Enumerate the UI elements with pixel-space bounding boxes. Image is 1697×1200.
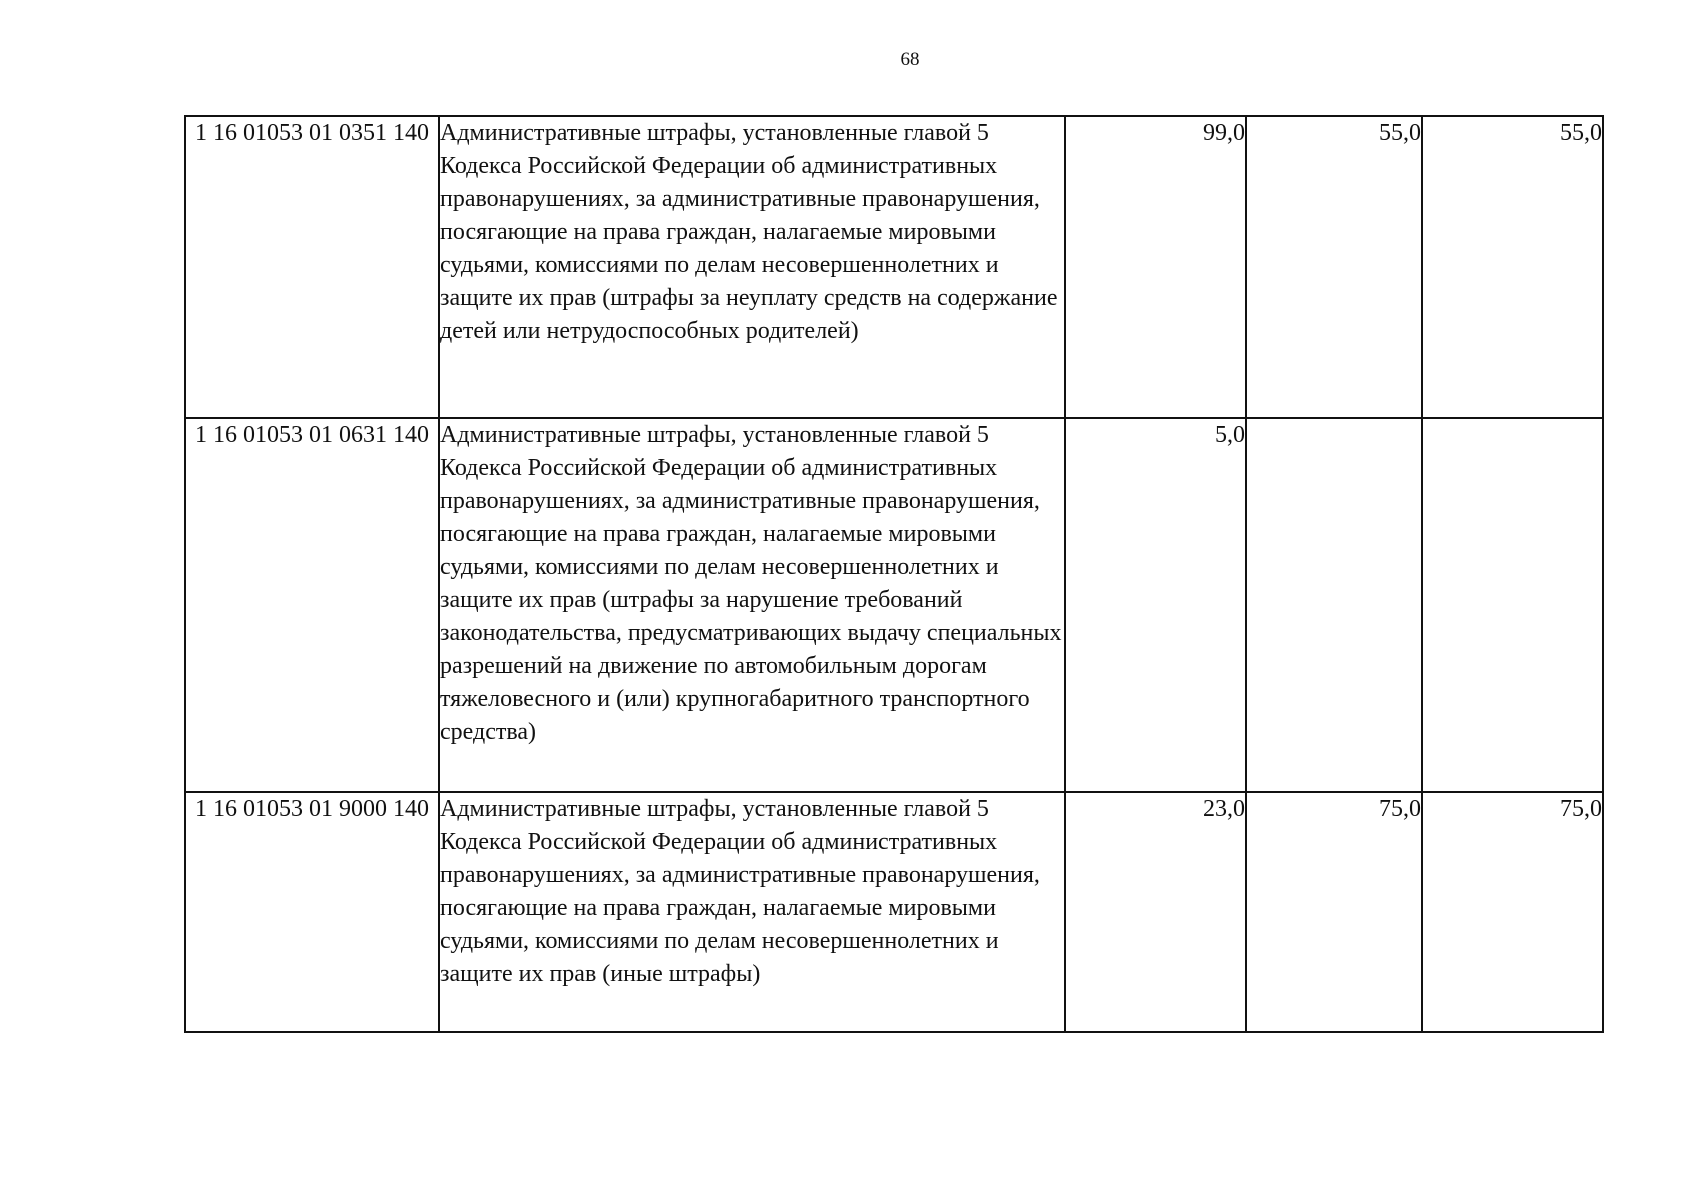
table-row [185, 792, 1603, 1032]
amount-column-1: 5,0 [1065, 418, 1246, 792]
budget-table [184, 115, 1604, 1033]
table-row [185, 418, 1603, 792]
amount-column-2 [1246, 418, 1422, 792]
income-description: Административные штрафы, установленные главой 5 Кодекса Российской Федерации об административных правонарушениях, за административные правонарушения, посягающие на права граждан, налагаемые мировыми судьями, комиссиями по делам несовершеннолетних и защите их прав (штрафы за неуплату средств на содержание детей или нетрудоспособных родителей) [439, 116, 1065, 418]
amount-column-2: 55,0 [1246, 116, 1422, 418]
amount-column-3: 75,0 [1422, 792, 1603, 1032]
amount-column-3 [1422, 418, 1603, 792]
amount-column-1: 23,0 [1065, 792, 1246, 1032]
amount-column-1: 99,0 [1065, 116, 1246, 418]
table-row [185, 116, 1603, 418]
budget-code: 1 16 01053 01 0631 140 [185, 418, 439, 792]
page-number: 68 [900, 49, 920, 70]
amount-column-3: 55,0 [1422, 116, 1603, 418]
budget-code: 1 16 01053 01 0351 140 [185, 116, 439, 418]
income-description: Административные штрафы, установленные главой 5 Кодекса Российской Федерации об административных правонарушениях, за административные правонарушения, посягающие на права граждан, налагаемые мировыми судьями, комиссиями по делам несовершеннолетних и защите их прав (иные штрафы) [439, 792, 1065, 1032]
income-description: Административные штрафы, установленные главой 5 Кодекса Российской Федерации об административных правонарушениях, за административные правонарушения, посягающие на права граждан, налагаемые мировыми судьями, комиссиями по делам несовершеннолетних и защите их прав (штрафы за нарушение требований законодательства, предусматривающих выдачу специальных разрешений на движение по автомобильным дорогам тяжеловесного и (или) крупногабаритного транспортного средства) [439, 418, 1065, 792]
budget-code: 1 16 01053 01 9000 140 [185, 792, 439, 1032]
amount-column-2: 75,0 [1246, 792, 1422, 1032]
